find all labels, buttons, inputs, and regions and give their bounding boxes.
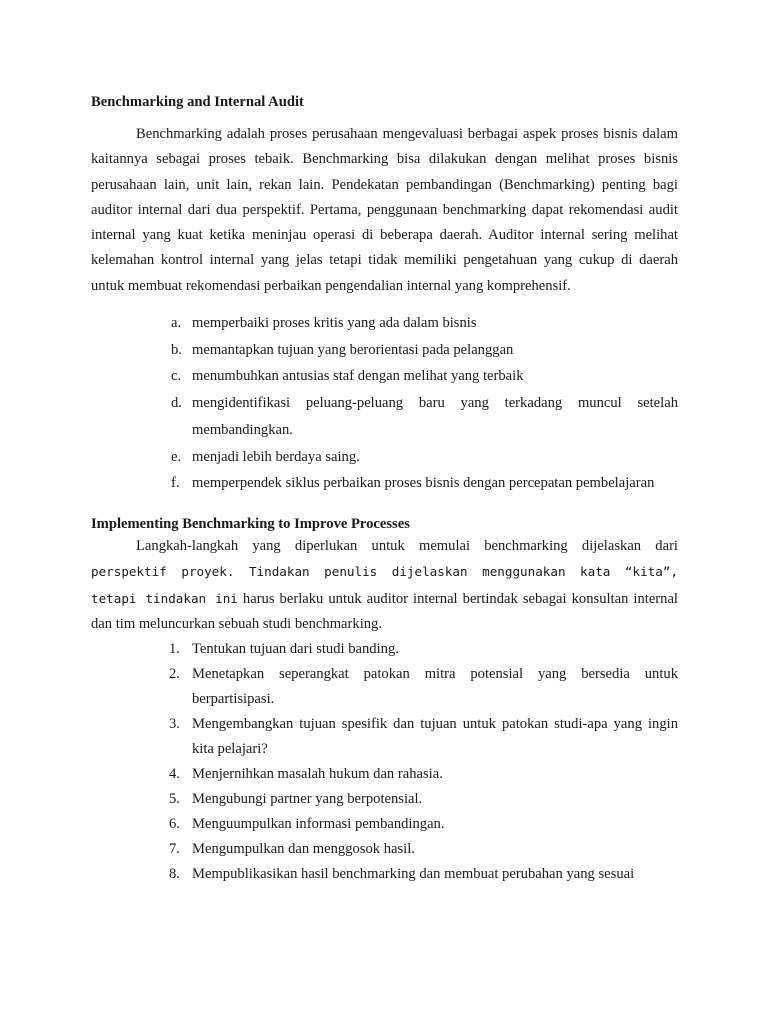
list-item-text: menjadi lebih berdaya saing. <box>192 448 360 465</box>
list-item <box>91 812 678 837</box>
list-marker: 8. <box>169 866 180 883</box>
document-page <box>91 92 678 887</box>
list-item <box>91 310 678 337</box>
list-marker: 6. <box>169 816 180 833</box>
list-item-text: memperbaiki proses kritis yang ada dalam bisnis <box>192 315 477 332</box>
list-item <box>91 470 678 497</box>
steps-list <box>91 637 678 887</box>
paragraph-implementing-steps <box>91 534 678 637</box>
list-item-text: Mempublikasikan hasil benchmarking dan membuat perubahan yang sesuai <box>192 866 635 883</box>
list-marker: c. <box>171 368 182 385</box>
list-item-text: Mengubungi partner yang berpotensial. <box>192 791 423 808</box>
list-marker: 4. <box>169 766 180 783</box>
list-item-text: mengidentifikasi peluang-peluang baru yang terkadang muncul setelah membandingkan. <box>192 395 678 438</box>
section-heading-benchmarking-internal-audit: Benchmarking and Internal Audit <box>91 94 304 110</box>
list-item <box>91 363 678 390</box>
list-item <box>91 862 678 887</box>
section-heading-implementing-benchmarking: Implementing Benchmarking to Improve Processes <box>91 516 410 532</box>
list-item-text: Menguumpulkan informasi pembandingan. <box>192 816 445 833</box>
list-item <box>91 762 678 787</box>
list-item <box>91 637 678 662</box>
benefits-list <box>91 310 678 497</box>
list-item <box>91 787 678 812</box>
paragraph-text: Langkah-langkah yang diperlukan untuk memulai benchmarking dijelaskan dari <box>136 538 678 554</box>
list-marker: d. <box>171 395 182 412</box>
paragraph-benchmarking-definition: Benchmarking adalah proses perusahaan mengevaluasi berbagai aspek proses bisnis dalam kaitannya sebagai proses tebaik. Benchmarking bisa dilakukan dengan melihat proses bisnis perusahaan lain, unit lain, rekan lain. Pendekatan pembandingan (Benchmarking) penting bagi auditor internal dari dua perspektif. Pertama, penggunaan benchmarking dapat rekomendasi audit internal yang kuat ketika meninjau operasi di beberapa daerah. Auditor internal sering melihat kelemahan kontrol internal yang jelas tetapi tidak memiliki pengetahuan yang cukup di daerah untuk membuat rekomendasi perbaikan pengendalian internal yang komprehensif. <box>91 126 678 294</box>
list-item-text: Tentukan tujuan dari studi banding. <box>192 641 399 658</box>
list-item <box>91 712 678 762</box>
paragraph-text: harus berlaku untuk auditor internal bertindak sebagai konsultan internal dan tim meluncurkan sebuah studi benchmarking. <box>91 590 678 632</box>
list-item-text: menumbuhkan antusias staf dengan melihat yang terbaik <box>192 368 524 385</box>
list-item-text: Mengumpulkan dan menggosok hasil. <box>192 841 415 858</box>
list-item-text: Menetapkan seperangkat patokan mitra potensial yang bersedia untuk berpartisipasi. <box>192 666 678 708</box>
list-item <box>91 444 678 471</box>
list-marker: 3. <box>169 716 180 733</box>
list-item-text: memperpendek siklus perbaikan proses bisnis dengan percepatan pembelajaran <box>192 475 655 492</box>
list-item <box>91 837 678 862</box>
list-marker: 7. <box>169 841 180 858</box>
list-marker: b. <box>171 341 182 358</box>
list-marker: 1. <box>169 641 180 658</box>
list-marker: 5. <box>169 791 180 808</box>
list-item <box>91 337 678 364</box>
list-item-text: Menjernihkan masalah hukum dan rahasia. <box>192 766 443 783</box>
list-marker: a. <box>171 315 182 332</box>
list-marker: 2. <box>169 666 180 683</box>
paragraph-text-monospace: perspektif proyek. Tindakan penulis dijelaskan menggunakan kata “kita”, tetapi tindakan ini <box>91 564 678 606</box>
list-marker: f. <box>171 475 180 492</box>
list-item <box>91 390 678 443</box>
list-item <box>91 662 678 712</box>
list-marker: e. <box>171 448 182 465</box>
list-item-text: Mengembangkan tujuan spesifik dan tujuan untuk patokan studi-apa yang ingin kita pelajari? <box>192 716 678 758</box>
list-item-text: memantapkan tujuan yang berorientasi pada pelanggan <box>192 341 514 358</box>
